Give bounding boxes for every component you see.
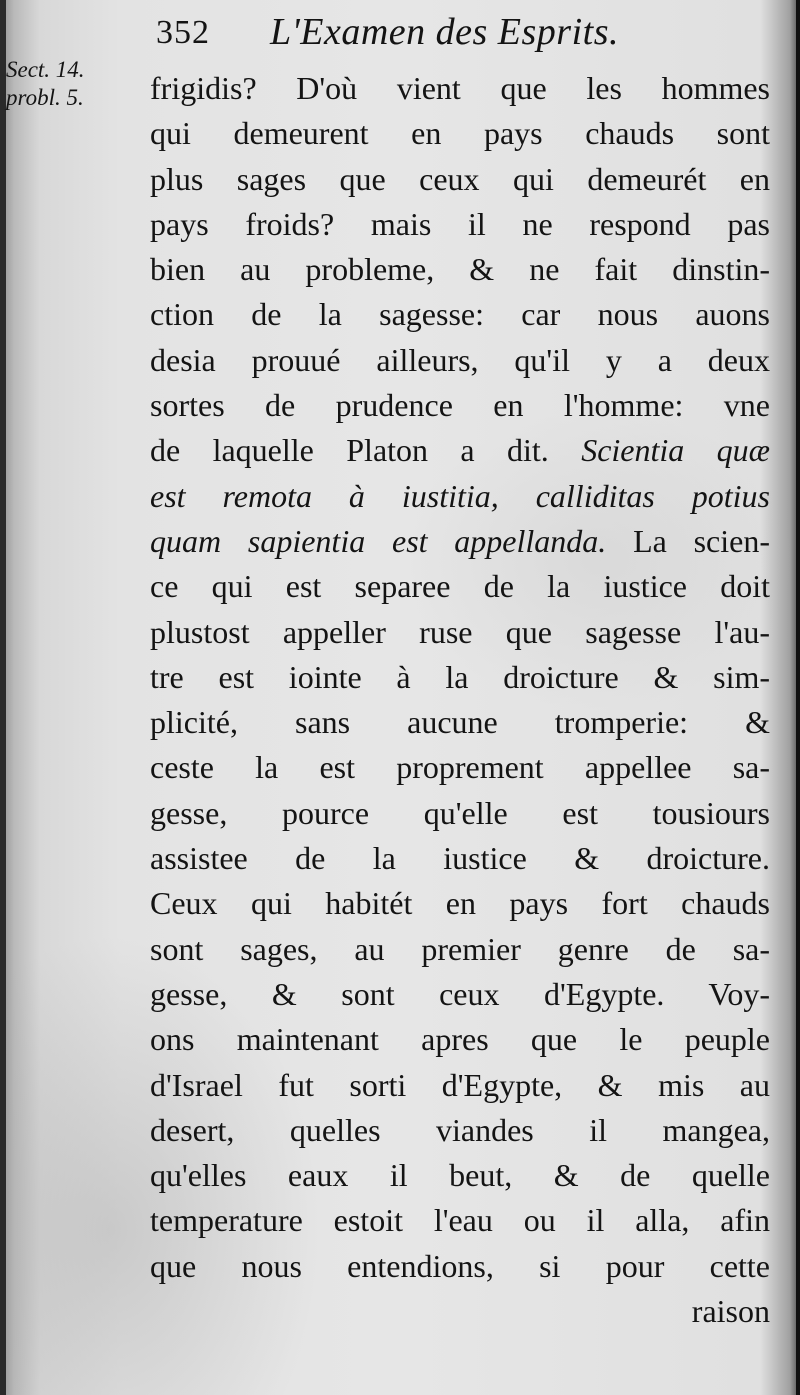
text-line: assistee de la iustice & droicture.	[150, 840, 770, 877]
text-line: temperature estoit l'eau ou il alla, afin	[150, 1202, 770, 1239]
text-line: qui demeurent en pays chauds sont	[150, 115, 770, 152]
text-line: gesse, pource qu'elle est tousiours	[150, 794, 770, 831]
text-line: d'Israel fut sorti d'Egypte, & mis au	[150, 1066, 770, 1103]
page-gutter-shadow	[0, 0, 6, 1395]
page-number: 352	[156, 14, 210, 51]
text-line: ce qui est separee de la iustice doit	[150, 568, 770, 605]
text-line: ceste la est proprement appellee sa-	[150, 749, 770, 786]
text-line: Ceux qui habitét en pays fort chauds	[150, 885, 770, 922]
page-edge-shadow	[796, 0, 800, 1395]
text-line: gesse, & sont ceux d'Egypte. Voy-	[150, 975, 770, 1012]
text-line: bien au probleme, & ne fait dinstin-	[150, 251, 770, 288]
text-line: plustost appeller ruse que sagesse l'au-	[150, 613, 770, 650]
text-line: sont sages, au premier genre de sa-	[150, 930, 770, 967]
page-title: L'Examen des Esprits.	[270, 11, 619, 53]
text-line: que nous entendions, si pour cette	[150, 1247, 770, 1284]
text-line: qu'elles eaux il beut, & de quelle	[150, 1157, 770, 1194]
text-line: frigidis? D'où vient que les hommes	[150, 70, 770, 106]
text-line: desert, quelles viandes il mangea,	[150, 1111, 770, 1148]
text-line: desia prouué ailleurs, qu'il y a deux	[150, 341, 770, 378]
body-text	[150, 66, 770, 1334]
margin-note-problem: probl. 5.	[6, 85, 84, 110]
text-line: est remota à iustitia, calliditas potius	[150, 477, 770, 514]
text-line: sortes de prudence en l'homme: vne	[150, 387, 770, 424]
text-line: tre est iointe à la droicture & sim-	[150, 658, 770, 695]
running-head	[150, 4, 770, 60]
margin-note-section: Sect. 14.	[6, 57, 85, 82]
text-line: pays froids? mais il ne respond pas	[150, 205, 770, 242]
text-line: ons maintenant apres que le peuple	[150, 1021, 770, 1058]
text-line: de laquelle Platon a dit. Scientia quæ	[150, 432, 770, 469]
text-line: quam sapientia est appellanda. La scien-	[150, 522, 770, 559]
text-line: raison	[691, 1293, 770, 1330]
text-line: ction de la sagesse: car nous auons	[150, 296, 770, 333]
margin-note	[6, 56, 146, 112]
text-line: plicité, sans aucune tromperie: &	[150, 704, 770, 741]
text-line: plus sages que ceux qui demeurét en	[150, 160, 770, 197]
